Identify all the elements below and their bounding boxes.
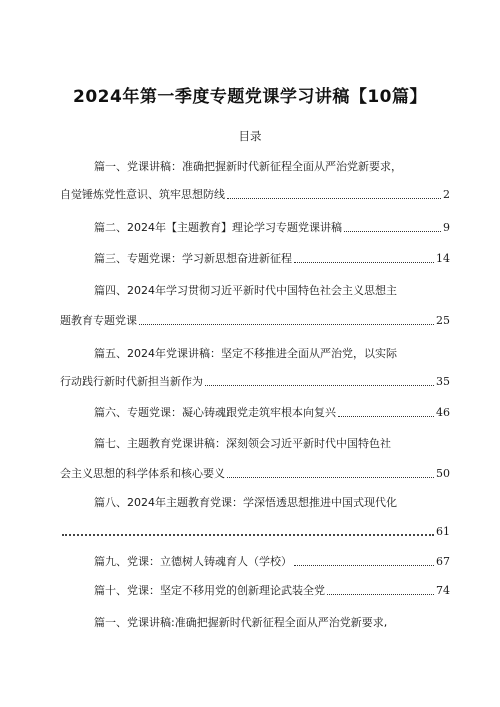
toc-entry-8-line2[interactable] [60,525,450,539]
toc-leader-dots [62,533,434,536]
toc-entry-1-line1[interactable] [60,160,450,174]
toc-entry-7-text: 篇七、主题教育党课讲稿：深刻领会习近平新时代中国特色社 [94,437,391,450]
toc-entry-2-page: 9 [443,221,450,234]
toc-entry-5-line2[interactable] [60,375,450,389]
toc-entry-9-page: 67 [436,555,450,568]
toc-entry-4-text: 篇四、2024年学习贯彻习近平新时代中国特色社会主义思想主 [94,284,397,297]
toc-entry-1-text-cont: 自觉锤炼党性意识、筑牢思想防线 [60,188,225,201]
toc-entry-1-line2[interactable] [60,188,450,202]
toc-entry-6-text: 篇六、专题党课：凝心铸魂跟党走筑牢根本向复兴 [94,406,336,419]
toc-entry-3-page: 14 [436,252,450,265]
toc-entry-7-page: 50 [436,467,450,480]
toc-entry-7-line2[interactable] [60,467,450,481]
toc-entry-5-text: 篇五、2024年党课讲稿：坚定不移推进全面从严治党，以实际 [94,347,397,360]
toc-entry-4-line2[interactable] [60,314,450,328]
toc-entry-4-line1[interactable] [60,284,450,298]
toc-leader-dots [139,323,434,325]
toc-entry-5-text-cont: 行动践行新时代新担当新作为 [60,375,203,388]
toc-heading: 目录 [238,129,262,143]
toc-entry-1-page: 2 [443,188,450,201]
toc-entry-10-text: 篇十、党课：坚定不移用党的创新理论武装全党 [94,584,325,597]
body-section-heading: 篇一、党课讲稿:准确把握新时代新征程全面从严治党新要求, [94,616,388,629]
toc-entry-10-page: 74 [436,584,450,597]
toc-entry-8-text: 篇八、2024年主题教育党课：学深悟透思想推进中国式现代化 [94,496,397,509]
toc-leader-dots [205,384,434,386]
toc-entry-2-text: 篇二、2024年【主题教育】理论学习专题党课讲稿 [94,221,342,234]
toc-entry-5-page: 35 [436,375,450,388]
toc-entry-5-line1[interactable] [60,347,450,361]
toc-entry-8-line1[interactable] [60,496,450,510]
toc-leader-dots [294,261,434,263]
toc-entry-7-line1[interactable] [60,437,450,451]
toc-leader-dots [227,476,434,478]
toc-leader-dots [327,593,434,595]
toc-entry-10[interactable] [60,584,450,598]
toc-leader-dots [227,197,441,199]
toc-entry-4-page: 25 [436,314,450,327]
toc-entry-6-page: 46 [436,406,450,419]
toc-entry-3-text: 篇三、专题党课：学习新思想奋进新征程 [94,252,292,265]
toc-leader-dots [338,415,434,417]
toc-entry-1-text: 篇一、党课讲稿：准确把握新时代新征程全面从严治党新要求， [94,160,402,173]
toc-entry-2[interactable] [60,221,450,235]
toc-leader-dots [344,230,441,232]
toc-entry-7-text-cont: 会主义思想的科学体系和核心要义 [60,467,225,480]
toc-entry-8-page: 61 [436,525,450,538]
toc-entry-4-text-cont: 题教育专题党课 [60,314,137,327]
toc-entry-6[interactable] [60,406,450,420]
toc-entry-9[interactable] [60,555,450,569]
document-title: 2024年第一季度专题党课学习讲稿【10篇】 [73,87,427,107]
toc-entry-3[interactable] [60,252,450,266]
toc-entry-9-text: 篇九、党课：立德树人铸魂育人（学校） [94,555,292,568]
toc-leader-dots [294,564,434,566]
